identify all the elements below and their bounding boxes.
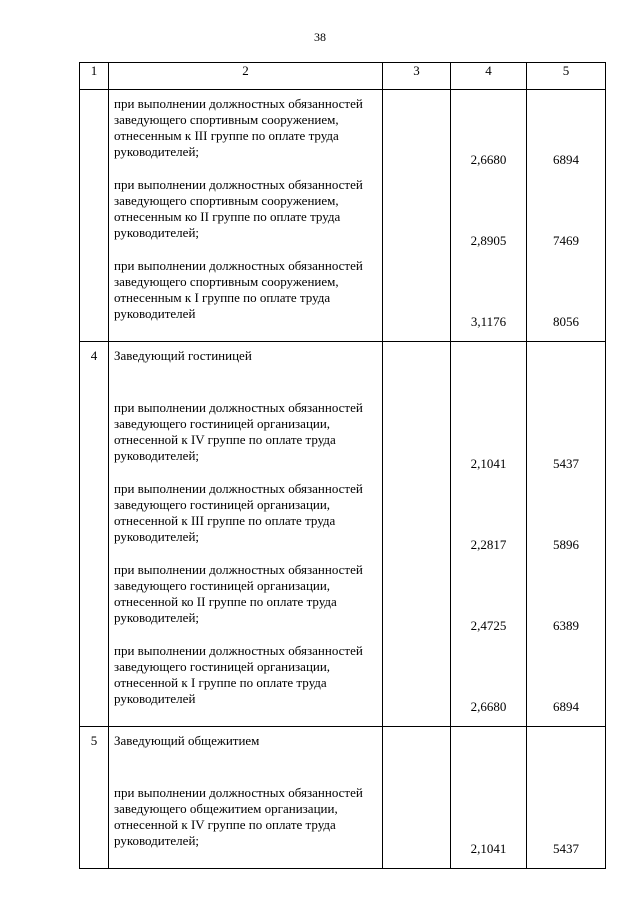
coefficient-value: 2,8905 [470,233,507,248]
table-row [80,727,606,869]
condition-entry: при выполнении должностных обязанностей заведующего гостиницей организации, отнесенной к IV группе по оплате труда руководителей; [114,400,363,463]
header-cell-1: 1 [80,63,109,90]
salary-table [79,62,606,869]
amount-value: 8056 [553,314,579,329]
header-cell-5: 5 [527,63,606,90]
amount-cell [527,727,606,869]
empty-cell [383,90,451,342]
row-number-cell: 4 [80,342,109,727]
coefficient-cell [451,90,527,342]
coefficient-value: 2,1041 [470,456,507,471]
coefficient-value: 2,6680 [470,152,507,167]
position-description-cell [109,727,383,869]
table-header-row [80,63,606,90]
amount-value: 5437 [553,841,579,856]
coefficient-value: 2,2817 [470,537,507,552]
amount-value: 6894 [553,152,579,167]
condition-entry: при выполнении должностных обязанностей заведующего гостиницей организации, отнесенной к III группе по оплате труда руководителей; [114,481,363,544]
coefficient-value: 2,1041 [470,841,507,856]
condition-entry: при выполнении должностных обязанностей заведующего общежитием организации, отнесенной к IV группе по оплате труда руководителей; [114,785,363,848]
header-cell-2: 2 [109,63,383,90]
amount-value: 5896 [553,537,579,552]
row-number-cell [80,90,109,342]
coefficient-cell [451,727,527,869]
amount-cell [527,342,606,727]
empty-cell [383,342,451,727]
amount-value: 6389 [553,618,579,633]
header-cell-4: 4 [451,63,527,90]
empty-cell [383,727,451,869]
position-title: Заведующий гостиницей [114,348,252,363]
header-cell-3: 3 [383,63,451,90]
condition-entry: при выполнении должностных обязанностей заведующего гостиницей организации, отнесенной к I группе по оплате труда руководителей [114,643,363,706]
amount-value: 7469 [553,233,579,248]
amount-value: 6894 [553,699,579,714]
coefficient-value: 2,6680 [470,699,507,714]
amount-value: 5437 [553,456,579,471]
condition-entry: при выполнении должностных обязанностей заведующего спортивным сооружением, отнесенным ко II группе по оплате труда руководителей; [114,177,363,240]
condition-entry: при выполнении должностных обязанностей заведующего гостиницей организации, отнесенной ко II группе по оплате труда руководителей; [114,562,363,625]
condition-entry: при выполнении должностных обязанностей заведующего спортивным сооружением, отнесенным к III группе по оплате труда руководителей; [114,96,363,159]
coefficient-value: 2,4725 [470,618,507,633]
position-description-cell [109,90,383,342]
table-row [80,342,606,727]
amount-cell [527,90,606,342]
position-description-cell [109,342,383,727]
coefficient-value: 3,1176 [470,314,507,329]
coefficient-cell [451,342,527,727]
condition-entry: при выполнении должностных обязанностей заведующего спортивным сооружением, отнесенным к I группе по оплате труда руководителей [114,258,363,321]
page-number: 38 [314,30,326,44]
position-title: Заведующий общежитием [114,733,260,748]
row-number-cell: 5 [80,727,109,869]
table-row [80,90,606,342]
